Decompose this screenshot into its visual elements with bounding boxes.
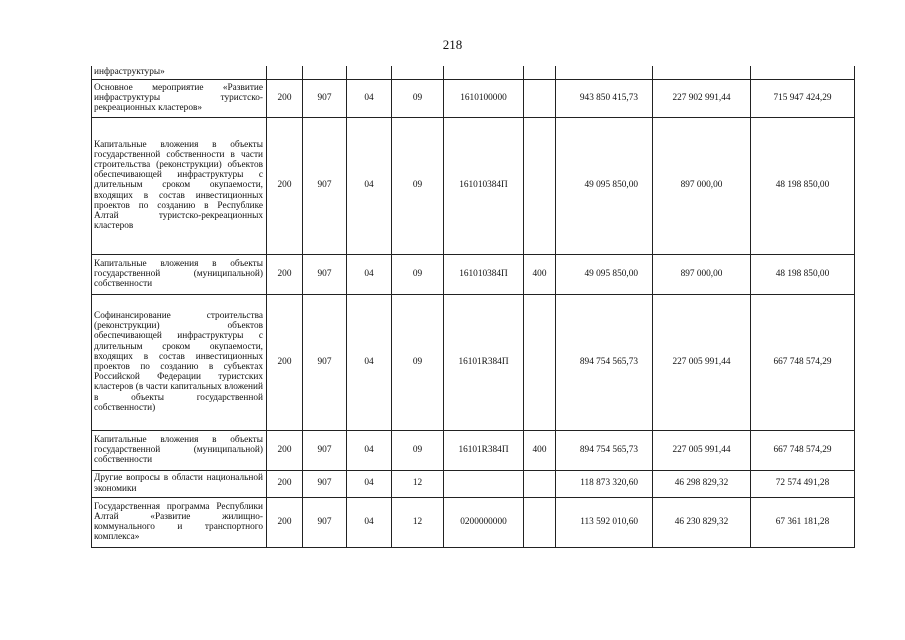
row-code-6 [524, 497, 556, 547]
row-code-5: 161010384П [444, 254, 524, 294]
table-row [92, 254, 855, 294]
table-row [92, 66, 855, 79]
row-code-4: 09 [392, 79, 444, 117]
row-code-6 [524, 117, 556, 254]
row-code-4: 09 [392, 117, 444, 254]
row-code-2 [303, 66, 347, 79]
row-amount-3: 667 748 574,29 [751, 294, 855, 430]
row-code-2: 907 [303, 294, 347, 430]
row-code-1: 200 [267, 497, 303, 547]
row-amount-1: 113 592 010,60 [556, 497, 653, 547]
row-amount-3: 715 947 424,29 [751, 79, 855, 117]
row-code-6 [524, 294, 556, 430]
row-amount-3: 48 198 850,00 [751, 254, 855, 294]
row-code-1: 200 [267, 79, 303, 117]
row-code-5: 16101R384П [444, 294, 524, 430]
row-code-6 [524, 66, 556, 79]
row-code-2: 907 [303, 254, 347, 294]
row-amount-3: 48 198 850,00 [751, 117, 855, 254]
row-code-5: 16101R384П [444, 430, 524, 470]
page-number: 218 [442, 37, 463, 52]
table-row [92, 294, 855, 430]
row-code-3: 04 [347, 254, 392, 294]
row-amount-2 [653, 66, 751, 79]
row-code-1: 200 [267, 294, 303, 430]
row-code-4: 12 [392, 497, 444, 547]
row-description: Основное мероприятие «Развитие инфраструктуры туристско-рекреационных кластеров» [92, 79, 267, 117]
row-amount-1: 49 095 850,00 [556, 254, 653, 294]
row-amount-2: 227 005 991,44 [653, 294, 751, 430]
row-code-3: 04 [347, 294, 392, 430]
row-amount-1: 894 754 565,73 [556, 294, 653, 430]
row-code-5: 1610100000 [444, 79, 524, 117]
row-code-1: 200 [267, 254, 303, 294]
row-amount-1: 49 095 850,00 [556, 117, 653, 254]
row-amount-3: 667 748 574,29 [751, 430, 855, 470]
row-code-1: 200 [267, 430, 303, 470]
row-code-5: 161010384П [444, 117, 524, 254]
row-amount-1 [556, 66, 653, 79]
row-code-4: 09 [392, 254, 444, 294]
row-amount-3: 67 361 181,28 [751, 497, 855, 547]
row-amount-2: 46 298 829,32 [653, 470, 751, 497]
row-code-4: 09 [392, 294, 444, 430]
row-amount-3 [751, 66, 855, 79]
row-description: Капитальные вложения в объекты государственной (муниципальной) собственности [92, 254, 267, 294]
row-description: Софинансирование строительства (реконструкции) объектов обеспечивающей инфраструктуры с длительным сроком окупаемости, входящих в состав инвестиционных проектов по созданию в субъектах Российской Федерации туристских кластеров (в части капитальных вложений в объекты государственной собственности) [92, 294, 267, 430]
row-code-4 [392, 66, 444, 79]
row-code-2: 907 [303, 430, 347, 470]
budget-table [91, 66, 855, 548]
row-code-3: 04 [347, 470, 392, 497]
row-description: Капитальные вложения в объекты государственной (муниципальной) собственности [92, 430, 267, 470]
table-row [92, 497, 855, 547]
table-row [92, 79, 855, 117]
row-description: Капитальные вложения в объекты государственной собственности в части строительства (реконструкции) объектов обеспечивающей инфраструктуры с длительным сроком окупаемости, входящих в состав инвестиционных проектов по созданию в Республике Алтай туристско-рекреационных кластеров [92, 117, 267, 254]
row-description: инфраструктуры» [92, 66, 267, 79]
row-code-1 [267, 66, 303, 79]
row-code-5: 0200000000 [444, 497, 524, 547]
row-amount-1: 894 754 565,73 [556, 430, 653, 470]
row-code-5 [444, 66, 524, 79]
row-code-1: 200 [267, 470, 303, 497]
row-amount-3: 72 574 491,28 [751, 470, 855, 497]
row-code-6: 400 [524, 254, 556, 294]
row-code-3: 04 [347, 117, 392, 254]
table-row [92, 117, 855, 254]
row-code-4: 09 [392, 430, 444, 470]
row-code-4: 12 [392, 470, 444, 497]
row-amount-1: 943 850 415,73 [556, 79, 653, 117]
row-amount-2: 897 000,00 [653, 117, 751, 254]
row-amount-2: 46 230 829,32 [653, 497, 751, 547]
row-amount-1: 118 873 320,60 [556, 470, 653, 497]
row-code-3: 04 [347, 430, 392, 470]
row-description: Другие вопросы в области национальной экономики [92, 470, 267, 497]
row-code-6 [524, 79, 556, 117]
row-code-3 [347, 66, 392, 79]
row-code-5 [444, 470, 524, 497]
row-code-1: 200 [267, 117, 303, 254]
row-code-2: 907 [303, 117, 347, 254]
row-amount-2: 227 902 991,44 [653, 79, 751, 117]
row-amount-2: 897 000,00 [653, 254, 751, 294]
row-description: Государственная программа Республики Алтай «Развитие жилищно-коммунального и транспортного комплекса» [92, 497, 267, 547]
row-code-6 [524, 470, 556, 497]
table-row [92, 470, 855, 497]
row-amount-2: 227 005 991,44 [653, 430, 751, 470]
row-code-2: 907 [303, 79, 347, 117]
row-code-3: 04 [347, 79, 392, 117]
row-code-3: 04 [347, 497, 392, 547]
table-row [92, 430, 855, 470]
row-code-2: 907 [303, 497, 347, 547]
row-code-6: 400 [524, 430, 556, 470]
row-code-2: 907 [303, 470, 347, 497]
